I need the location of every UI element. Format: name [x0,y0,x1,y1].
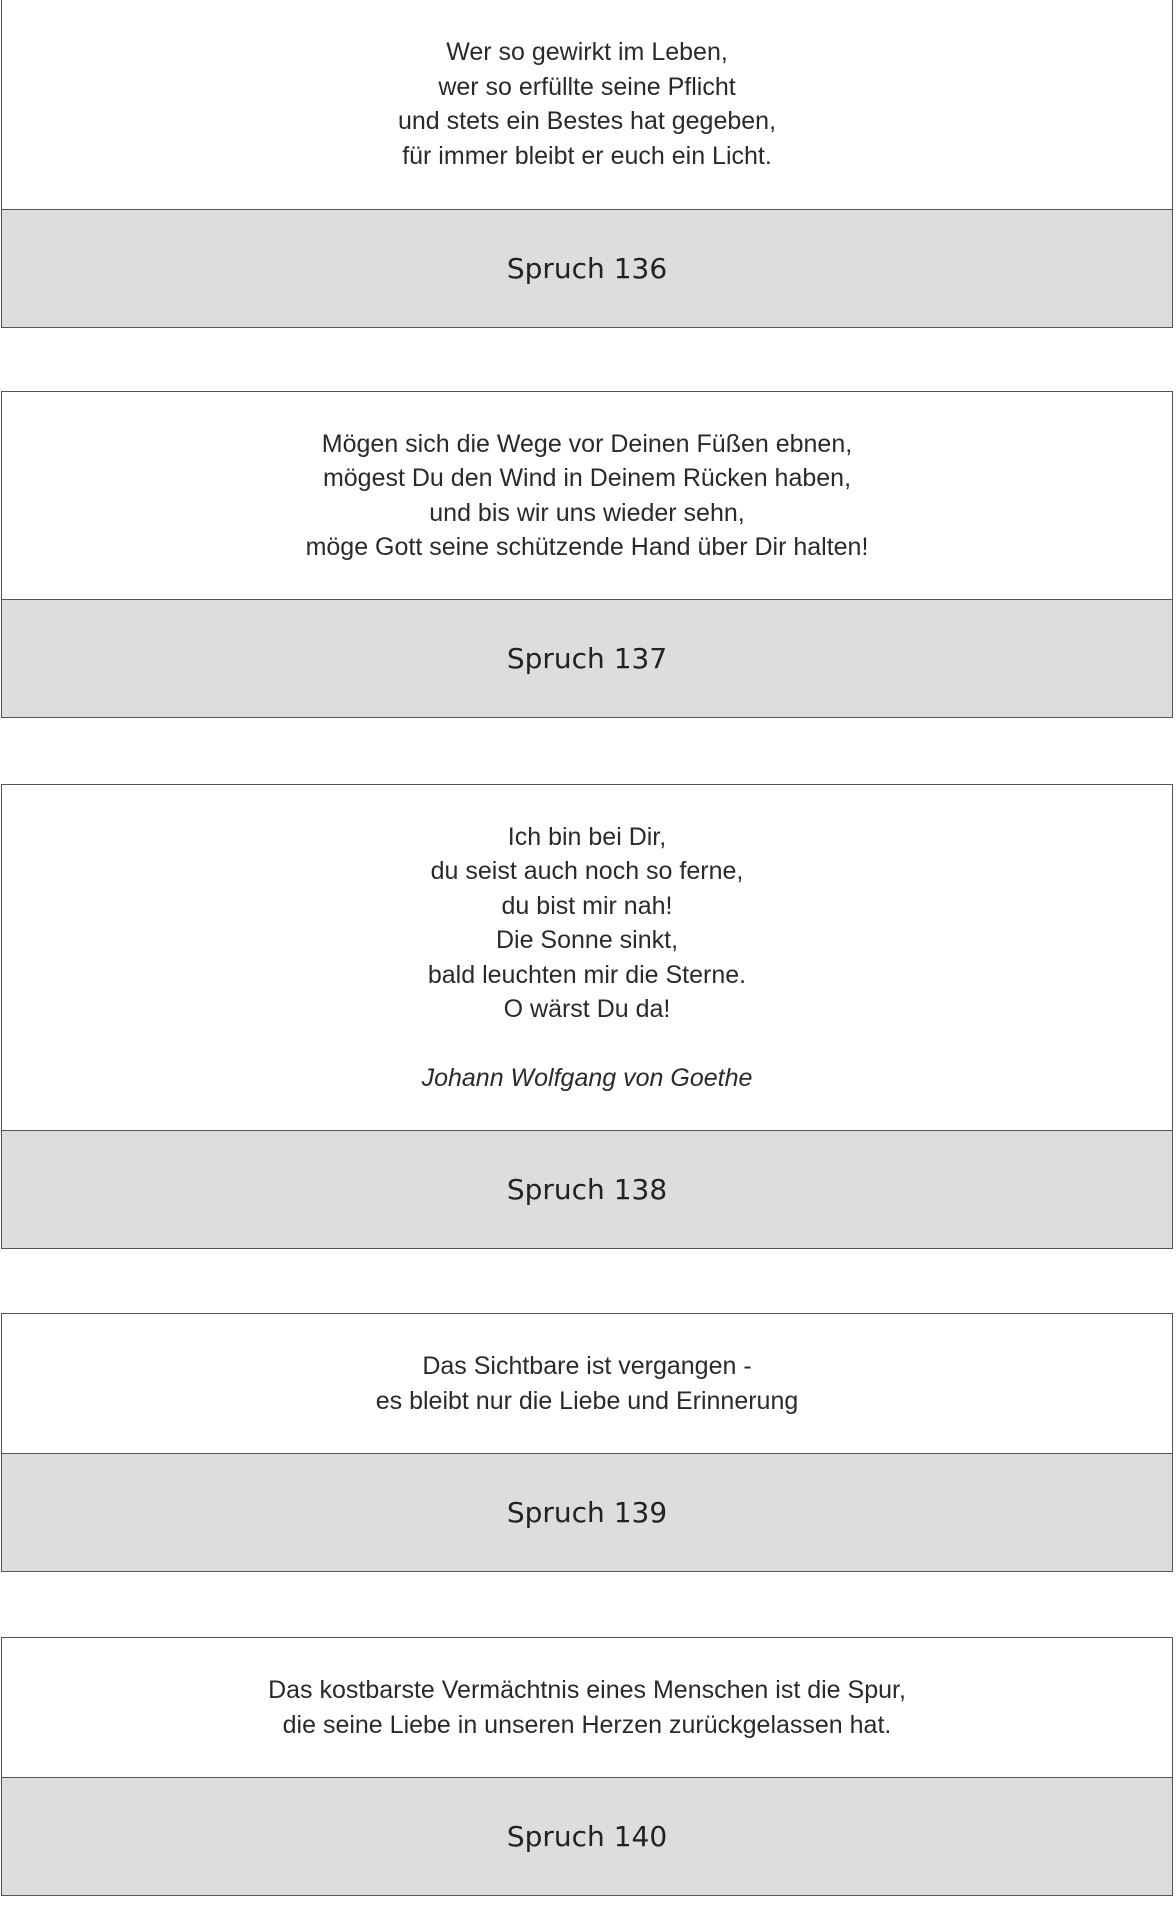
verse-line: bald leuchten mir die Sterne. [427,960,747,989]
verse-line: Die Sonne sinkt, [495,926,679,954]
spruch-label: Spruch 136 [2,209,1172,327]
spruch-label: Spruch 140 [2,1777,1172,1895]
verse-text [2,1638,1172,1777]
verse-line: du bist mir nah! [501,891,673,920]
verse-line: für immer bleibt er euch ein Licht. [402,141,772,170]
verse-line: es bleibt nur die Liebe und Erinnerung [375,1386,799,1415]
spruch-label: Spruch 139 [2,1453,1172,1571]
verse-line: mögest Du den Wind in Deinem Rücken haben, [322,464,852,492]
verse-line: möge Gott seine schützende Hand über Dir halten! [305,533,869,561]
verse-line: wer so erfüllte seine Pflicht [438,72,736,101]
verse-line: Wer so gewirkt im Leben, [446,38,728,66]
verse-text [2,0,1172,209]
verse-text [2,785,1172,1130]
author-attribution: Johann Wolfgang von Goethe [421,1064,753,1092]
spruch-label: Spruch 138 [2,1130,1172,1248]
spruch-card [1,0,1173,328]
verse-line: und bis wir uns wieder sehn, [429,498,745,527]
spruch-card [1,1637,1173,1896]
verse-line: Das kostbarste Vermächtnis eines Menschen ist die Spur, [268,1676,906,1704]
spruch-card [1,391,1173,718]
verse-line: Ich bin bei Dir, [507,822,667,851]
verse-line: Das Sichtbare ist vergangen - [422,1352,752,1380]
verse-line: du seist auch noch so ferne, [430,857,744,885]
verse-text [2,1314,1172,1453]
spruch-label: Spruch 137 [2,599,1172,717]
spruch-card [1,1313,1173,1572]
verse-text [2,392,1172,599]
verse-line: und stets ein Bestes hat gegeben, [397,107,777,135]
verse-line: Mögen sich die Wege vor Deinen Füßen ebnen, [321,429,853,458]
verse-line: die seine Liebe in unseren Herzen zurückgelassen hat. [282,1710,892,1739]
verse-line: O wärst Du da! [503,995,671,1023]
spruch-card [1,784,1173,1249]
